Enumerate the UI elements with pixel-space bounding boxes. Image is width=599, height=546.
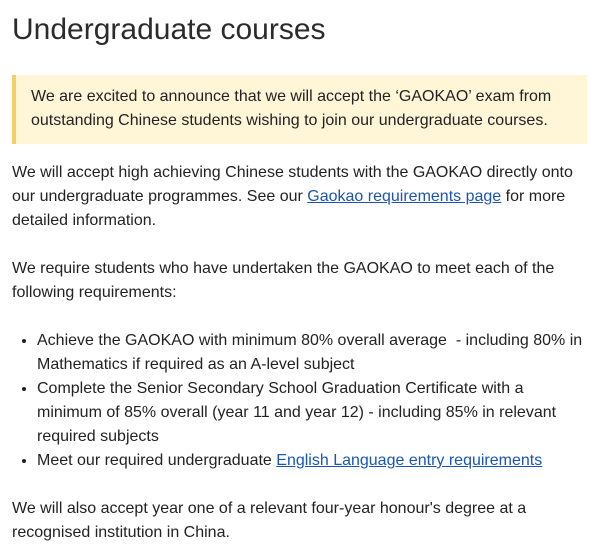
list-item: • Achieve the GAOKAO with minimum 80% overall average - including 80% in Mathematics if required as an A-level subject xyxy=(37,329,587,377)
announcement-text: We are excited to announce that we will accept the ‘GAOKAO’ exam from outstanding Chinese students wishing to join our undergraduate courses. xyxy=(31,88,552,129)
intro-paragraph xyxy=(12,161,587,233)
requirements-list xyxy=(12,329,587,473)
list-item: • Complete the Senior Secondary School Graduation Certificate with a minimum of 85% overall (year 11 and year 12) - including 85% in relevant required subjects xyxy=(37,377,587,449)
list-item xyxy=(37,449,587,473)
page-title: Undergraduate courses xyxy=(12,13,326,46)
closing-paragraph: We will also accept year one of a relevant four-year honour's degree at a recognised institution in China. xyxy=(12,500,527,541)
intro-text-after: for more detailed information. xyxy=(12,188,566,229)
requirements-intro: We require students who have undertaken the GAOKAO to meet each of the following requirements: xyxy=(12,260,555,301)
announcement-notice xyxy=(12,75,587,144)
gaokao-requirements-link[interactable]: Gaokao requirements page xyxy=(307,188,502,205)
intro-text-before: We will accept high achieving Chinese students with the GAOKAO directly onto our undergraduate programmes. See our xyxy=(12,164,573,205)
english-language-requirements-link[interactable]: English Language entry requirements xyxy=(276,452,543,469)
list-item-text: Meet our required undergraduate xyxy=(37,452,277,469)
